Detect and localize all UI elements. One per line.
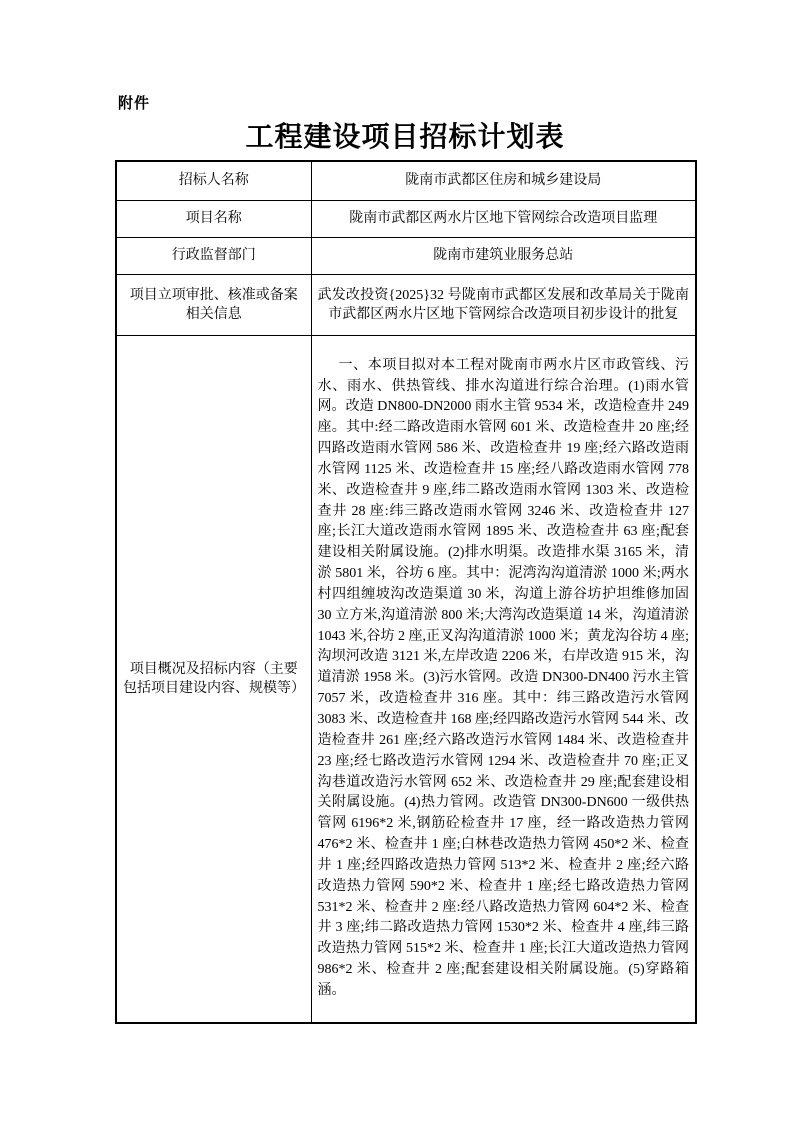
project-name-label: 项目名称 (116, 200, 311, 237)
supervision-department-value: 陇南市建筑业服务总站 (311, 237, 696, 274)
project-overview-label: 项目概况及招标内容（主要包括项目建设内容、规模等） (116, 335, 311, 1023)
page-title: 工程建设项目招标计划表 (245, 122, 565, 153)
tenderer-name-value: 陇南市武都区住房和城乡建设局 (311, 161, 696, 200)
table-row-tenderer-name (116, 161, 696, 200)
tenderer-name-label: 招标人名称 (116, 161, 311, 200)
table-row-project-name (116, 200, 696, 237)
bidding-plan-table (115, 160, 697, 1024)
project-overview-value (311, 335, 696, 1023)
supervision-department-label: 行政监督部门 (116, 237, 311, 274)
attachment-label: 附件 (118, 96, 151, 112)
project-name-value: 陇南市武都区两水片区地下管网综合改造项目监理 (311, 200, 696, 237)
approval-info-value: 武发改投资{2025}32 号陇南市武都区发展和改革局关于陇南市武都区两水片区地下管网综合改造项目初步设计的批复 (311, 274, 696, 335)
table-row-project-overview (116, 335, 696, 1023)
table-row-supervision-department (116, 237, 696, 274)
approval-info-label: 项目立项审批、核准或备案相关信息 (116, 274, 311, 335)
table-row-approval-info (116, 274, 696, 335)
project-overview-paragraph: 一、本项目拟对本工程对陇南市两水片区市政管线、污水、雨水、供热管线、排水沟道进行综合治理。(1)雨水管网。改造 DN800-DN2000 雨水主管 9534 米，改造检查井 249 座。其中:经二路改造雨水管网 601 米、改造检查井 20 座;经四路改造雨水管网 586 米、改造检查井 19 座;经六路改造雨水管网 1125 米、改造检查井 15 座;经八路改造雨水管网 778 米、改造检查井 9 座,纬二路改造雨水管网 1303 米、改造检查井 28 座:纬三路改造雨水管网 3246 米、改造检查井 127 座;长江大道改造雨水管网 1895 米、改造检查井 63 座;配套建设相关附属设施。(2)排水明渠。改造排水渠 3165 米，清淤 5801 米，谷坊 6 座。其中：泥湾沟沟道清淤 1000 米;两水村四组缠坡沟改造渠道 30 米，沟道上游谷坊护坦维修加固 30 立方米,沟道清淤 800 米;大湾沟改造渠道 14 米，沟道清淤 1043 米,谷坊 2 座,正叉沟沟道清淤 1000 米；黄龙沟谷坊 4 座;沟坝河改造 3121 米,左岸改造 2206 米，右岸改造 915 米，沟道清淤 1958 米。(3)污水管网。改造 DN300-DN400 污水主管 7057 米，改造检查井 316 座。其中：纬三路改造污水管网 3083 米、改造检查井 168 座;经四路改造污水管网 544 米、改造检查井 261 座;经六路改造污水管网 1484 米、改造检查井 23 座;经七路改造污水管网 1294 米、改造检查井 70 座;正叉沟巷道改造污水管网 652 米、改造检查井 29 座;配套建设相关附属设施。(4)热力管网。改造管 DN300-DN600 一级供热管网 6196*2 米,钢筋砼检查井 17 座，经一路改造热力管网 476*2 米、检查井 1 座;白林巷改造热力管网 450*2 米、检查井 1 座;经四路改造热力管网 513*2 米、检查井 2 座;经六路改造热力管网 590*2 米、检查井 1 座;经七路改造热力管网 531*2 米、检查井 2 座:经八路改造热力管网 604*2 米、检查井 3 座;纬二路改造热力管网 1530*2 米、检查井 4 座,纬三路改造热力管网 515*2 米、检查井 1 座;长江大道改造热力管网 986*2 米、检查井 2 座;配套建设相关附属设施。(5)穿路箱涵。 (317, 357, 689, 998)
